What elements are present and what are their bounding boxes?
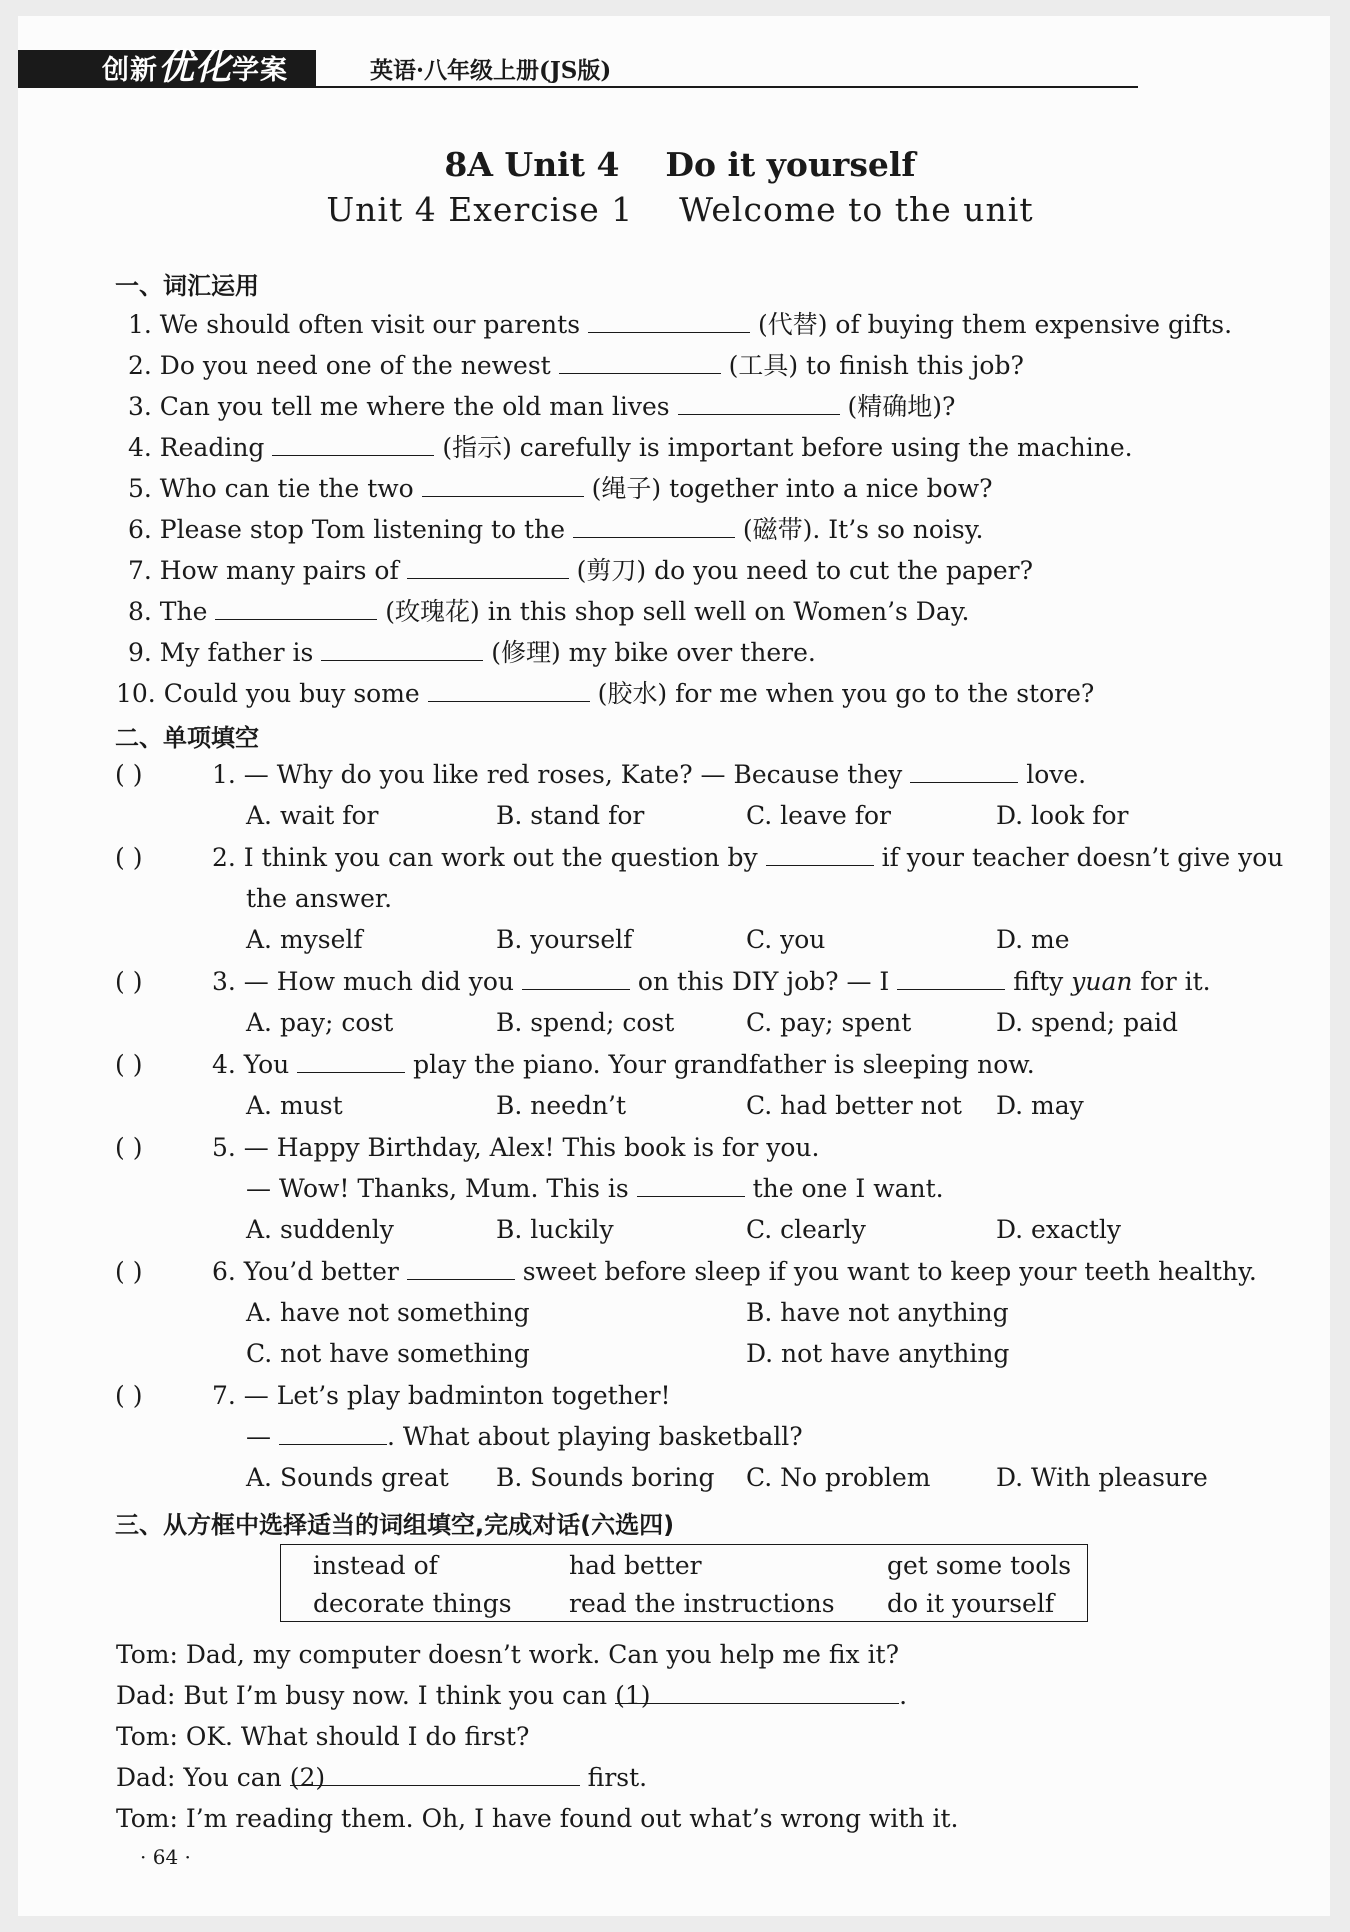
option-b[interactable]: B. needn’t	[496, 1091, 627, 1120]
unit-title: 8A Unit 4 Do it yourself	[444, 145, 916, 184]
question-text: 1. — Why do you like red roses, Kate? — Because they	[212, 760, 911, 789]
answer-paren[interactable]: ( )	[115, 1381, 143, 1410]
phrase-item: read the instructions	[569, 1589, 835, 1618]
dialogue-line-4	[116, 1763, 647, 1792]
item-text: 6. Please stop Tom listening to the	[128, 515, 573, 544]
answer-blank[interactable]	[215, 597, 377, 620]
vocab-item-2	[128, 346, 1024, 382]
item-hint: (指示) carefully is important before using the machine.	[434, 433, 1133, 462]
mc-question-5-reply	[246, 1174, 944, 1203]
page-header	[18, 47, 1318, 90]
option-a[interactable]: A. myself	[246, 925, 363, 954]
dialogue-line-1: Tom: Dad, my computer doesn’t work. Can you help me fix it?	[116, 1640, 900, 1669]
option-d[interactable]: D. With pleasure	[996, 1463, 1208, 1492]
option-d[interactable]: D. may	[996, 1091, 1084, 1120]
item-text: 2. Do you need one of the newest	[128, 351, 559, 380]
page-number: · 64 ·	[140, 1845, 191, 1869]
section2-heading: 二、单项填空	[115, 724, 259, 752]
answer-blank	[766, 843, 874, 866]
mc-question-7: 7. — Let’s play badminton together!	[212, 1381, 671, 1410]
item-text: 8. The	[128, 597, 216, 626]
item-text: 10. Could you buy some	[116, 679, 428, 708]
item-hint: (精确地)?	[839, 392, 956, 421]
dialogue-text: .	[899, 1681, 908, 1710]
blank-number: (2)	[289, 1763, 326, 1792]
section3-heading: 三、从方框中选择适当的词组填空,完成对话(六选四)	[115, 1511, 675, 1539]
item-hint: (胶水) for me when you go to the store?	[589, 679, 1095, 708]
answer-paren[interactable]: ( )	[115, 1133, 143, 1162]
question-text: 3. — How much did you	[212, 967, 522, 996]
vocab-item-3	[128, 387, 955, 423]
vocab-item-4	[128, 428, 1133, 464]
mc-question-1	[212, 760, 1086, 789]
question-text: on this DIY job? — I	[629, 967, 898, 996]
dialogue-text: Dad: You can	[116, 1763, 290, 1792]
item-text: 7. How many pairs of	[128, 556, 407, 585]
section1-heading: 一、词汇运用	[115, 272, 259, 300]
item-text: 3. Can you tell me where the old man lives	[128, 392, 678, 421]
answer-blank	[407, 1257, 515, 1280]
answer-paren[interactable]: ( )	[115, 760, 143, 789]
question-text: fifty	[1005, 967, 1072, 996]
dialogue-line-2	[116, 1681, 907, 1710]
answer-paren[interactable]: ( )	[115, 1050, 143, 1079]
option-c[interactable]: C. not have something	[246, 1339, 530, 1368]
option-a[interactable]: A. wait for	[246, 801, 379, 830]
dialogue-line-5: Tom: I’m reading them. Oh, I have found out what’s wrong with it.	[116, 1804, 959, 1833]
question-text: — Wow! Thanks, Mum. This is	[246, 1174, 637, 1203]
vocab-item-6	[128, 510, 984, 546]
question-continuation: the answer.	[246, 884, 393, 913]
mc-question-3	[212, 967, 1211, 996]
option-c[interactable]: C. No problem	[746, 1463, 931, 1492]
question-text: sweet before sleep if you want to keep your teeth healthy.	[514, 1257, 1257, 1286]
option-a[interactable]: A. Sounds great	[246, 1463, 449, 1492]
mc-question-2	[212, 843, 1283, 872]
option-b[interactable]: B. yourself	[496, 925, 633, 954]
mc-question-5: 5. — Happy Birthday, Alex! This book is for you.	[212, 1133, 820, 1162]
answer-paren[interactable]: ( )	[115, 967, 143, 996]
phrase-item: decorate things	[313, 1589, 512, 1618]
vocab-item-10	[116, 674, 1094, 710]
dialogue-text: first.	[579, 1763, 648, 1792]
item-hint: (磁带). It’s so noisy.	[734, 515, 984, 544]
answer-blank[interactable]	[407, 556, 569, 579]
question-text: . What about playing basketball?	[386, 1422, 803, 1451]
header-rule	[18, 86, 1138, 88]
phrase-item: do it yourself	[887, 1589, 1055, 1618]
question-text: love.	[1018, 760, 1087, 789]
option-d[interactable]: D. exactly	[996, 1215, 1122, 1244]
phrase-item: instead of	[313, 1551, 438, 1580]
brand-big: 优化	[158, 47, 233, 88]
blank-number: (1)	[615, 1681, 651, 1710]
option-b[interactable]: B. luckily	[496, 1215, 614, 1244]
phrase-item: had better	[569, 1551, 702, 1580]
vocab-item-7	[128, 551, 1033, 587]
mc-question-7-reply	[246, 1422, 803, 1451]
vocab-item-9	[128, 633, 816, 669]
mc-question-4	[212, 1050, 1035, 1079]
item-text: 9. My father is	[128, 638, 322, 667]
answer-paren[interactable]: ( )	[115, 843, 143, 872]
option-c[interactable]: C. leave for	[746, 801, 891, 830]
item-text: 4. Reading	[128, 433, 273, 462]
option-d[interactable]: D. not have anything	[746, 1339, 1010, 1368]
option-d[interactable]: D. look for	[996, 801, 1129, 830]
brand-suffix: 学案	[232, 55, 289, 86]
option-c[interactable]: C. pay; spent	[746, 1008, 912, 1037]
mc-question-6	[212, 1257, 1257, 1286]
option-c[interactable]: C. had better not	[746, 1091, 962, 1120]
yuan-word: yuan	[1071, 967, 1133, 996]
answer-blank[interactable]	[422, 474, 584, 497]
answer-blank	[897, 967, 1005, 990]
answer-blank[interactable]	[559, 351, 721, 374]
question-text: play the piano. Your grandfather is sleeping now.	[405, 1050, 1035, 1079]
answer-paren[interactable]: ( )	[115, 1257, 143, 1286]
answer-blank	[279, 1422, 387, 1445]
answer-blank	[637, 1174, 745, 1197]
item-text: 5. Who can tie the two	[128, 474, 422, 503]
option-c[interactable]: C. you	[746, 925, 826, 954]
item-text: 1. We should often visit our parents	[128, 310, 588, 339]
book-title: 英语·八年级上册(JS版)	[370, 57, 612, 84]
question-text: for it.	[1132, 967, 1211, 996]
option-a[interactable]: A. pay; cost	[246, 1008, 394, 1037]
dialogue-text: Dad: But I’m busy now. I think you can	[116, 1681, 616, 1710]
question-text: —	[246, 1422, 279, 1451]
option-d[interactable]: D. me	[996, 925, 1070, 954]
answer-blank	[297, 1050, 405, 1073]
option-b[interactable]: B. spend; cost	[496, 1008, 675, 1037]
answer-blank[interactable]	[588, 310, 750, 333]
question-text: the one I want.	[744, 1174, 944, 1203]
question-text: 6. You’d better	[212, 1257, 407, 1286]
answer-blank	[910, 760, 1018, 783]
item-hint: (剪刀) do you need to cut the paper?	[568, 556, 1034, 585]
phrase-box	[280, 1544, 1088, 1622]
answer-blank[interactable]	[272, 433, 434, 456]
answer-blank[interactable]	[573, 515, 735, 538]
option-b[interactable]: B. have not anything	[746, 1298, 1009, 1327]
item-hint: (代替) of buying them expensive gifts.	[750, 310, 1233, 339]
brand-logo	[18, 47, 316, 88]
question-text: 2. I think you can work out the question by	[212, 843, 766, 872]
dialogue-line-3: Tom: OK. What should I do first?	[116, 1722, 530, 1751]
option-b[interactable]: B. stand for	[496, 801, 645, 830]
item-hint: (绳子) together into a nice bow?	[583, 474, 993, 503]
answer-blank	[522, 967, 630, 990]
answer-blank[interactable]	[428, 679, 590, 702]
option-a[interactable]: A. must	[246, 1091, 343, 1120]
option-a[interactable]: A. suddenly	[246, 1215, 394, 1244]
option-a[interactable]: A. have not something	[246, 1298, 530, 1327]
vocab-item-1	[128, 305, 1232, 341]
item-hint: (玫瑰花) in this shop sell well on Women’s Day.	[377, 597, 970, 626]
answer-blank[interactable]	[321, 638, 483, 661]
option-c[interactable]: C. clearly	[746, 1215, 866, 1244]
question-text: if your teacher doesn’t give you	[873, 843, 1284, 872]
page	[18, 16, 1330, 1916]
answer-blank[interactable]	[289, 1763, 580, 1792]
option-d[interactable]: D. spend; paid	[996, 1008, 1179, 1037]
item-hint: (修理) my bike over there.	[483, 638, 816, 667]
answer-blank[interactable]	[678, 392, 840, 415]
option-b[interactable]: B. Sounds boring	[496, 1463, 715, 1492]
vocab-item-8	[128, 592, 970, 628]
answer-blank[interactable]	[615, 1681, 899, 1710]
exercise-title: Unit 4 Exercise 1 Welcome to the unit	[326, 190, 1034, 229]
question-text: 4. You	[212, 1050, 298, 1079]
item-hint: (工具) to finish this job?	[720, 351, 1024, 380]
brand-prefix: 创新	[102, 55, 158, 86]
vocab-item-5	[128, 469, 993, 505]
phrase-item: get some tools	[887, 1551, 1072, 1580]
